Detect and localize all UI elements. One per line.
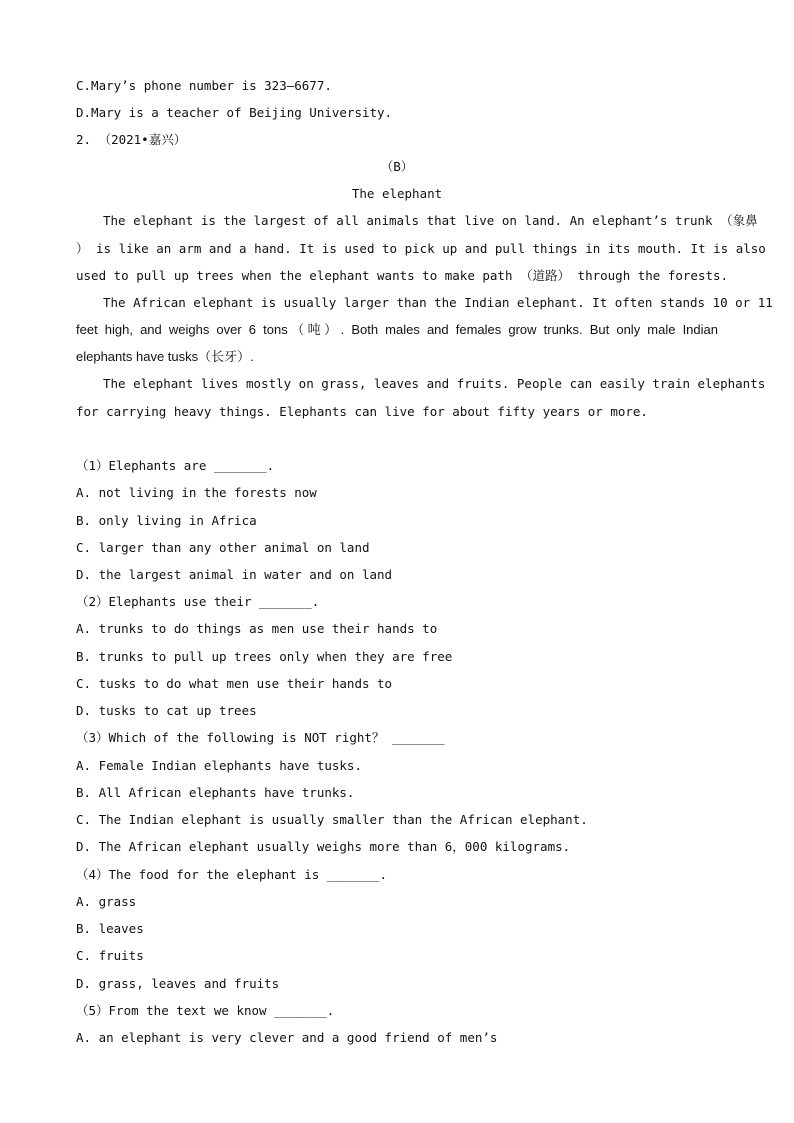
section-label: （B） [380,159,414,174]
question-stem: （4）The food for the elephant is _______. [76,867,387,882]
passage-title: The elephant [351,186,443,201]
passage-line: feet high, and weighs over 6 tons（吨）. Both males and females grow trunks. But only male Indian [76,322,718,337]
question-stem: （5）From the text we know _______. [76,1003,335,1018]
option: A. not living in the forests now [76,485,317,500]
option: A. trunks to do things as men use their hands to [76,621,438,636]
passage-line: for carrying heavy things. Elephants can live for about fifty years or more. [76,404,648,419]
option: D. The African elephant usually weighs more than 6，000 kilograms. [76,839,571,854]
option: B. only living in Africa [76,513,257,528]
option: A. Female Indian elephants have tusks. [76,758,362,773]
option: C. fruits [76,948,144,963]
question-stem: （2）Elephants use their _______. [76,594,320,609]
option: A. grass [76,894,137,909]
option: C. tusks to do what men use their hands to [76,676,393,691]
option: D. grass, leaves and fruits [76,976,280,991]
prev-option-d: D.Mary is a teacher of Beijing University. [76,105,393,120]
option: B. trunks to pull up trees only when they are free [76,649,453,664]
option: C. The Indian elephant is usually smaller than the African elephant. [76,812,588,827]
passage-line: The African elephant is usually larger than the Indian elephant. It often stands 10 or 11 [103,295,773,310]
option: C. larger than any other animal on land [76,540,370,555]
option: B. All African elephants have trunks. [76,785,355,800]
option: D. tusks to cat up trees [76,703,257,718]
prev-option-c: C.Mary’s phone number is 323–6677. [76,78,332,93]
question-stem: （1）Elephants are _______. [76,458,275,473]
question-header: 2. （2021•嘉兴） [76,132,187,147]
passage-line: used to pull up trees when the elephant wants to make path （道路） through the forests. [76,268,729,283]
question-stem: （3）Which of the following is NOT right？ _______ [76,730,445,745]
passage-line: ） is like an arm and a hand. It is used to pick up and pull things in its mouth. It is also [76,241,766,256]
passage-line: The elephant lives mostly on grass, leaves and fruits. People can easily train elephants [103,376,766,391]
option: D. the largest animal in water and on land [76,567,393,582]
option: A. an elephant is very clever and a good friend of men’s [76,1030,498,1045]
passage-line: elephants have tusks（长牙）. [76,349,254,364]
passage-line: The elephant is the largest of all animals that live on land. An elephant’s trunk （象鼻 [103,213,758,228]
option: B. leaves [76,921,144,936]
